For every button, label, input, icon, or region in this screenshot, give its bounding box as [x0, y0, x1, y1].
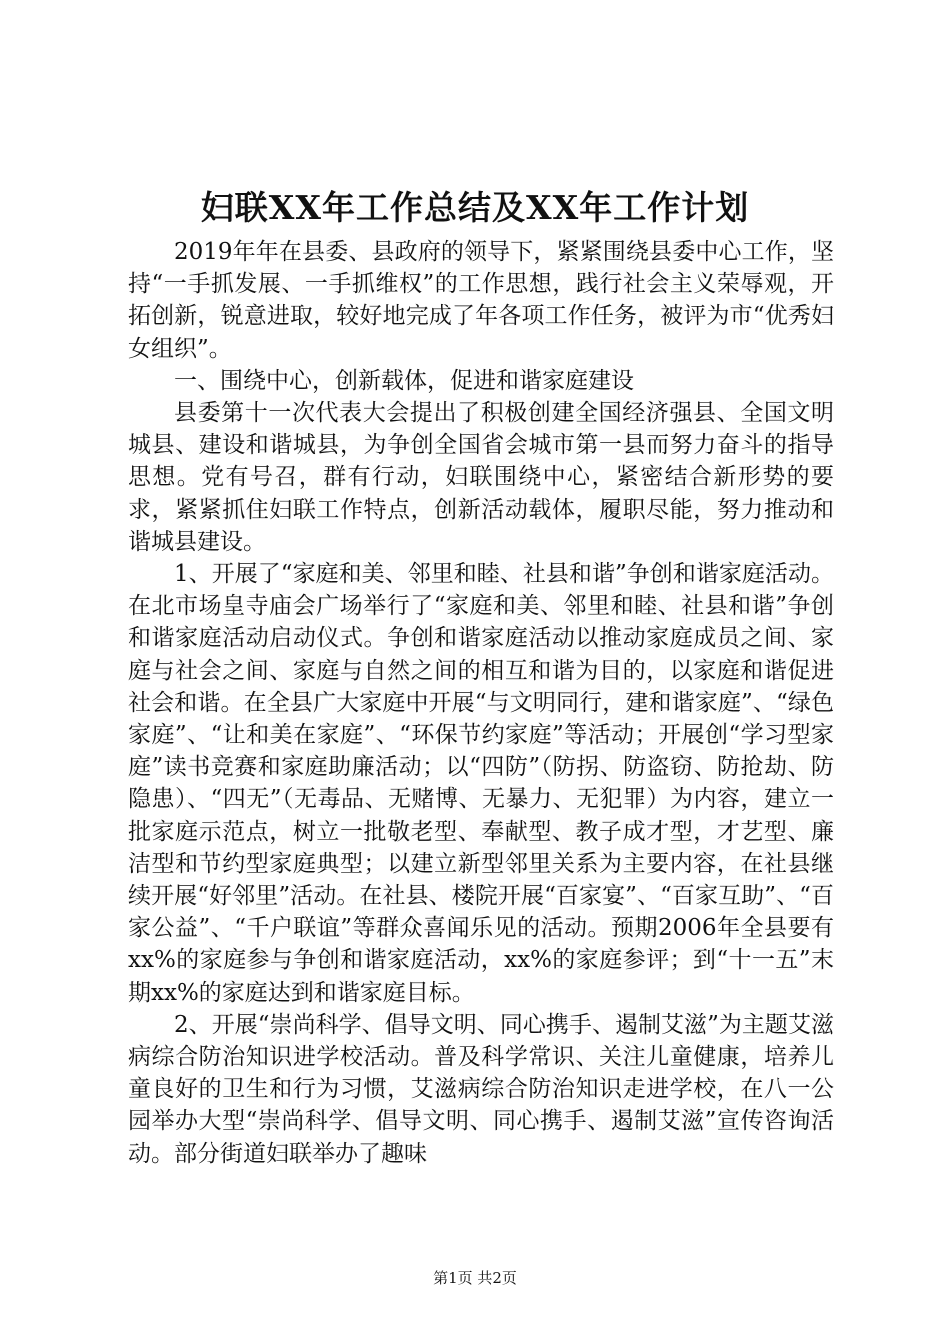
section-heading: 一、围绕中心，创新载体，促进和谐家庭建设: [174, 367, 634, 394]
paragraph-guiding-thought: 县委第十一次代表大会提出了积极创建全国经济强县、全国文明城县、建设和谐城县，为争创全国省会城市第一县而努力奋斗的指导思想。党有号召，群有行动，妇联围绕中心，紧密结合新形势的要求，紧紧抓住妇联工作特点，创新活动载体，履职尽能，努力推动和谐城县建设。: [128, 400, 834, 555]
paragraph-item-2: 2、开展“崇尚科学、倡导文明、同心携手、遏制艾滋”为主题艾滋病综合防治知识进学校活动。普及科学常识、关注儿童健康，培养儿童良好的卫生和行为习惯，艾滋病综合防治知识走进学校，在八一公园举办大型“崇尚科学、倡导文明、同心携手、遏制艾滋”宣传咨询活动。部分街道妇联举办了趣味: [128, 1011, 834, 1167]
paragraph-item-1: 1、开展了“家庭和美、邻里和睦、社县和谐”争创和谐家庭活动。在北市场皇寺庙会广场举行了“家庭和美、邻里和睦、社县和谐”争创和谐家庭活动启动仪式。争创和谐家庭活动以推动家庭成员之间、家庭与社会之间、家庭与自然之间的相互和谐为目的，以家庭和谐促进社会和谐。在全县广大家庭中开展“与文明同行，建和谐家庭”、“绿色家庭”、“让和美在家庭”、“环保节约家庭”等活动；开展创“学习型家庭”读书竞赛和家庭助廉活动；以“四防”（防拐、防盗窃、防抢劫、防隐患）、“四无”（无毒品、无赌博、无暴力、无犯罪）为内容，建立一批家庭示范点，树立一批敬老型、奉献型、教子成才型，才艺型、廉洁型和节约型家庭典型；以建立新型邻里关系为主要内容，在社县继续开展“好邻里”活动。在社县、楼院开展“百家宴”、“百家互助”、“百家公益”、“千户联谊”等群众喜闻乐见的活动。预期2006年全县要有xx%的家庭参与争创和谐家庭活动，xx%的家庭参评；到“十一五”末期xx%的家庭达到和谐家庭目标。: [128, 561, 834, 1006]
paragraph-intro: 2019年年在县委、县政府的领导下，紧紧围绕县委中心工作，坚持“一手抓发展、一手抓维权”的工作思想，践行社会主义荣辱观，开拓创新，锐意进取，较好地完成了年各项工作任务，被评为市“优秀妇女组织”。: [128, 239, 834, 362]
document-title: 妇联XX年工作总结及XX年工作计划: [200, 188, 750, 227]
document-body: [128, 236, 834, 1170]
page-footer: 第1页 共2页: [433, 1269, 517, 1287]
